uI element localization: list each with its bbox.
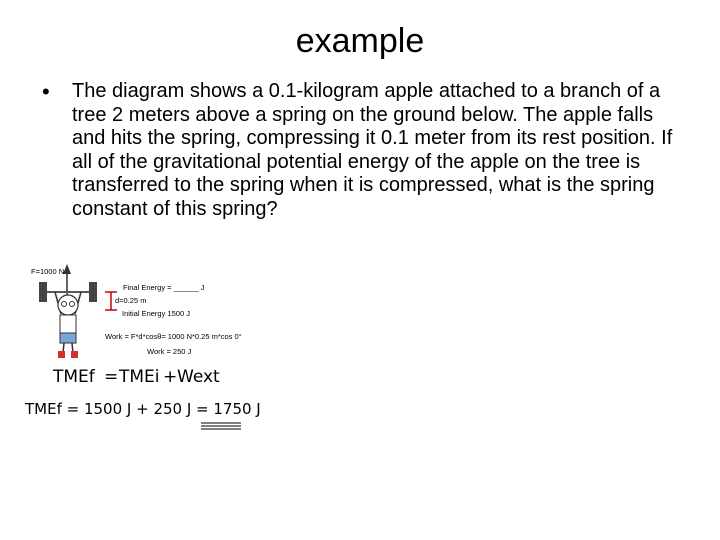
final-energy-label: Final Energy = ______ J [123, 283, 205, 292]
equation-result: TMEf = 1500 J + 250 J = 1750 J [25, 400, 261, 418]
weightlifter-diagram [25, 258, 295, 448]
equation-equals: = [104, 367, 119, 387]
initial-energy-label: Initial Energy 1500 J [122, 309, 190, 318]
work-result: Work = 250 J [147, 347, 192, 356]
slide-title: example [295, 22, 425, 60]
equation-middle: TMEi [119, 367, 160, 387]
force-label: F=1000 N [31, 267, 65, 276]
equation-plus: + [163, 367, 178, 387]
distance-label: d=0.25 m [115, 296, 147, 305]
bullet-dot: • [42, 79, 50, 104]
equation-rhs: Wext [177, 367, 220, 387]
equation-lhs: TMEf [53, 367, 95, 387]
bullet-text: The diagram shows a 0.1-kilogram apple attached to a branch of a tree 2 meters above a spring on the ground below. The apple falls and hits the spring, compressing it 0.1 meter from its rest position. If all of the gravitational potential energy of the apple on the tree is transferred to the spring when it is compressed, what is the spring constant of this spring? [72, 80, 673, 220]
work-equation: Work = F*d*cosθ= 1000 N*0.25 m*cos 0° [105, 332, 242, 341]
